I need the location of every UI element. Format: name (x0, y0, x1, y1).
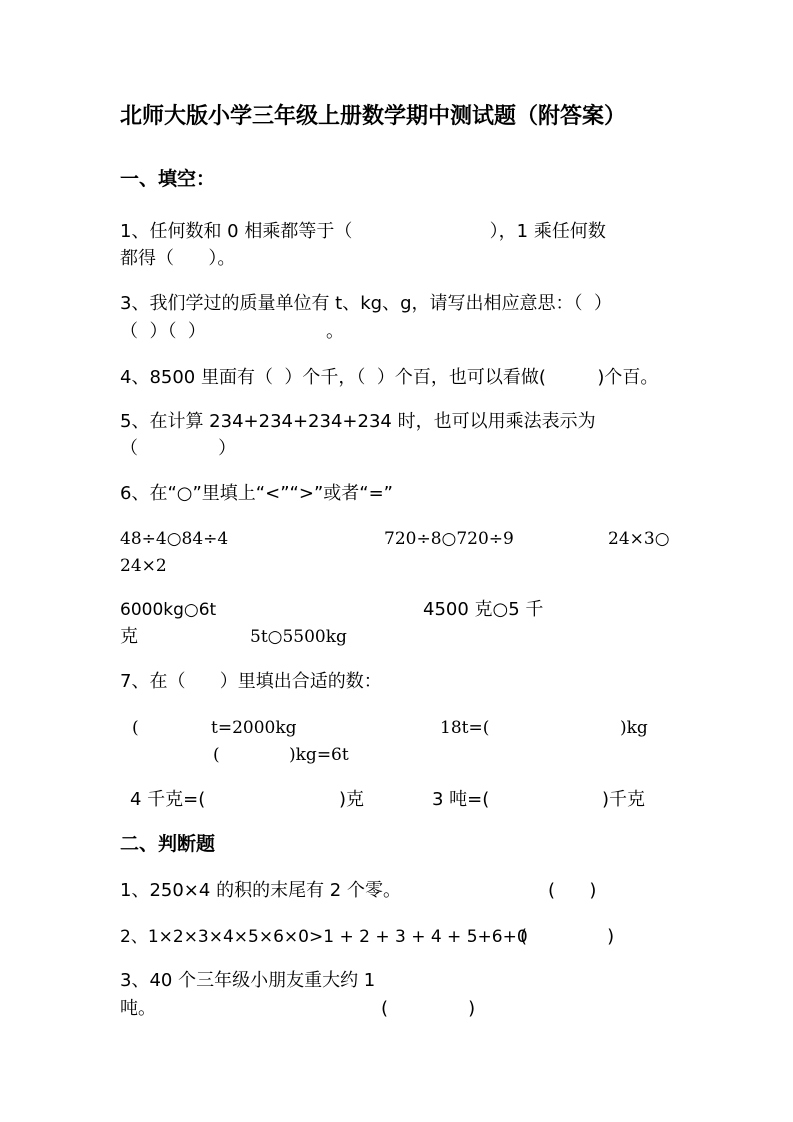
question-7-item: 18t=( (440, 718, 490, 738)
question-5-line-1: 5、在计算 234+234+234+234 时，也可以用乘法表示为 (120, 411, 596, 432)
question-7-item: )kg=6t (289, 745, 349, 765)
question-7-item: )千克 (602, 789, 646, 810)
judgment-3-line-2: 吨。 (120, 998, 156, 1019)
question-7-bracket: ( (213, 745, 220, 765)
question-6-item: 24×3○ (608, 529, 670, 549)
question-6-item: 5t○5500kg (250, 627, 347, 647)
question-7-item: 4 千克=( (130, 789, 206, 810)
question-1-line-1: 1、任何数和 0 相乘都等于（ ），1 乘任何数 (120, 221, 606, 242)
question-6-item: 6000kg○6t (120, 600, 217, 620)
question-4-line-1: 4、8500 里面有（ ）个千，（ ）个百，也可以看做( )个百。 (120, 367, 659, 388)
question-7-item: t=2000kg (211, 718, 297, 738)
question-5-line-2: （ ） (120, 438, 237, 459)
question-6-line-1: 6、在“○”里填上“<”“>”或者“=” (120, 483, 394, 504)
question-7-item: )克 (339, 789, 365, 810)
judgment-2-bracket: ( ) (520, 926, 615, 947)
section-heading-fill-in: 一、填空： (120, 168, 216, 190)
question-7-item: )kg (620, 718, 648, 738)
question-7-line-1: 7、在（ ）里填出合适的数： (120, 671, 382, 692)
question-7-item: 3 吨=( (432, 789, 490, 810)
question-6-item: 4500 克○5 千 (423, 599, 544, 620)
document-title: 北师大版小学三年级上册数学期中测试题（附答案） (120, 104, 627, 129)
judgment-1-text: 1、250×4 的积的末尾有 2 个零。 (120, 880, 401, 901)
judgment-3-bracket: ( ) (381, 998, 476, 1019)
question-6-item-continued: 24×2 (120, 556, 167, 576)
judgment-2-text: 2、1×2×3×4×5×6×0>1 + 2 + 3 + 4 + 5+6+0 (120, 927, 528, 947)
question-3-line-1: 3、我们学过的质量单位有 t、kg、g，请写出相应意思：（ ） (120, 293, 612, 314)
question-6-item: 720÷8○720÷9 (384, 529, 514, 549)
section-heading-judgment: 二、判断题 (120, 833, 216, 855)
question-3-line-2: （ ）（ ） 。 (120, 321, 345, 342)
question-7-bracket: ( (132, 718, 139, 738)
question-6-item-continued: 克 (120, 626, 138, 647)
judgment-3-line-1: 3、40 个三年级小朋友重大约 1 (120, 970, 376, 991)
judgment-1-bracket: ( ) (548, 880, 597, 901)
question-1-line-2: 都得（ ）。 (120, 248, 236, 269)
question-6-item: 48÷4○84÷4 (120, 529, 229, 549)
